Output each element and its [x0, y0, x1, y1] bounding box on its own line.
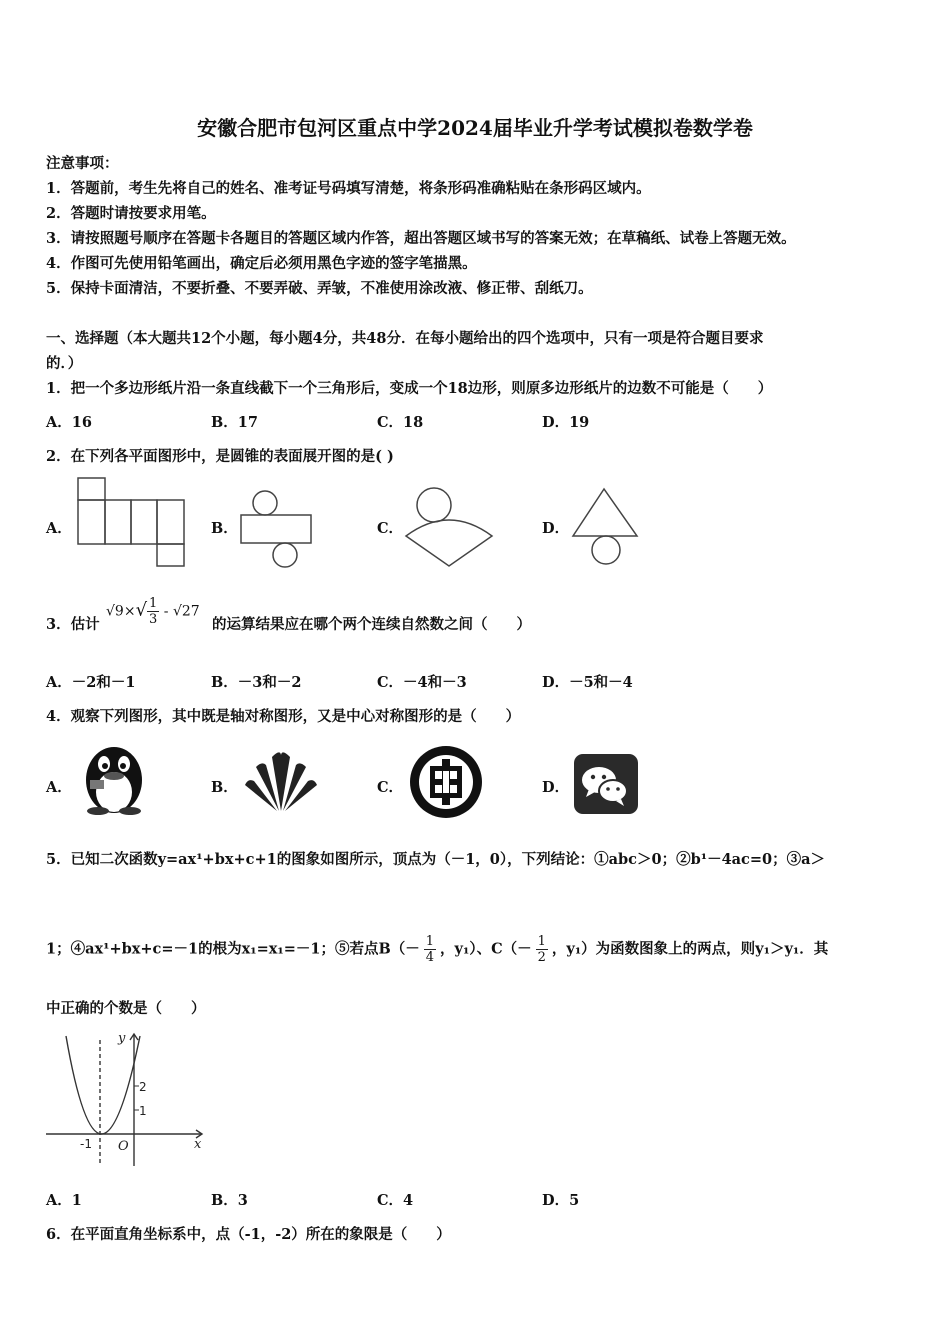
graph-tick-neg1: -1	[80, 1137, 92, 1151]
q4-option-d[interactable]: D．	[542, 779, 570, 796]
notice-heading: 注意事项：	[46, 155, 119, 172]
graph-x-label: x	[194, 1137, 202, 1152]
q2-option-b[interactable]: B．	[211, 520, 238, 537]
q5-stem-line1: 5．已知二次函数y=ax¹+bx+c+1的图象如图所示，顶点为（－1，0），下列结论：①abc＞0；②b¹－4ac=0；③a＞	[46, 851, 826, 868]
section-heading: 一、选择题（本大题共12个小题，每小题4分，共48分．在每小题给出的四个选项中，只有一项是符合题目要求	[46, 330, 764, 347]
graph-tick-1: 1	[139, 1104, 147, 1118]
q3-option-a[interactable]: A．－2和－1	[46, 674, 136, 691]
q3-expression: √9×√ $\frac{1}{3}$ - √27	[106, 596, 200, 627]
q6-stem: 6．在平面直角坐标系中，点（-1，-2）所在的象限是（ ）	[46, 1226, 451, 1243]
huawei-logo-icon	[242, 745, 320, 817]
q5-stem-line3: 中正确的个数是（ ）	[46, 1000, 206, 1017]
q3-minus: -	[163, 603, 169, 620]
cube-net-figure	[76, 476, 188, 570]
q3-times: ×	[123, 603, 136, 620]
q3-prefix: 3．估计	[46, 616, 100, 633]
q4-option-c[interactable]: C．	[377, 779, 404, 796]
cylinder-net-figure	[238, 488, 314, 570]
q3-sqrt27: √27	[172, 603, 200, 620]
notice-item: 3．请按照题号顺序在答题卡各题目的答题区域内作答，超出答题区域书写的答案无效；在草稿纸、试卷上答题无效。	[46, 230, 796, 247]
pyramid-net-figure	[570, 486, 642, 568]
icbc-logo-icon	[406, 742, 486, 822]
q1-option-c[interactable]: C．18	[377, 414, 424, 431]
graph-origin-label: O	[118, 1139, 129, 1154]
q1-option-d[interactable]: D．19	[542, 414, 590, 431]
page-title: 安徽合肥市包河区重点中学2024届毕业升学考试模拟卷数学卷	[197, 116, 753, 140]
q5-fraction-1: $\frac{1}{4}$	[425, 934, 435, 965]
q2-stem: 2．在下列各平面图形中，是圆锥的表面展开图的是( )	[46, 448, 394, 465]
q3-option-b[interactable]: B．－3和－2	[211, 674, 302, 691]
q5-option-d[interactable]: D．5	[542, 1192, 580, 1209]
q2-option-d[interactable]: D．	[542, 520, 570, 537]
q5-option-c[interactable]: C．4	[377, 1192, 414, 1209]
notice-item: 1．答题前，考生先将自己的姓名、准考证号码填写清楚，将条形码准确粘贴在条形码区域内。	[46, 180, 651, 197]
q1-option-b[interactable]: B．17	[211, 414, 258, 431]
q4-option-a[interactable]: A．	[46, 779, 72, 796]
q5-stem-line2: 1；④ax¹+bx+c=－1的根为x₁=x₁=－1；⑤若点B（－ $\frac{1}{4}$ ，y₁）、C（－ $\frac{1}{2}$ ，y₁）为函数图象上的两点，则y₁＞y₁．其	[46, 934, 829, 965]
q3-fraction: $\frac{1}{3}$	[149, 596, 158, 627]
q1-option-a[interactable]: A．16	[46, 414, 92, 431]
q3-suffix: 的运算结果应在哪个两个连续自然数之间（ ）	[212, 616, 531, 633]
wechat-logo-icon	[573, 753, 639, 815]
parabola-graph	[44, 1030, 210, 1170]
q3-option-d[interactable]: D．－5和－4	[542, 674, 633, 691]
q5-option-a[interactable]: A．1	[46, 1192, 82, 1209]
q3-option-c[interactable]: C．－4和－3	[377, 674, 467, 691]
penguin-logo-icon	[76, 740, 152, 816]
q2-option-c[interactable]: C．	[377, 520, 404, 537]
notice-item: 4．作图可先使用铅笔画出，确定后必须用黑色字迹的签字笔描黑。	[46, 255, 477, 272]
cone-net-figure	[403, 486, 495, 570]
graph-y-label: y	[118, 1031, 126, 1046]
notice-item: 5．保持卡面清洁，不要折叠、不要弄破、弄皱，不准使用涂改液、修正带、刮纸刀。	[46, 280, 593, 297]
notice-item: 2．答题时请按要求用笔。	[46, 205, 216, 222]
q2-option-a[interactable]: A．	[46, 520, 72, 537]
q4-stem: 4．观察下列图形，其中既是轴对称图形，又是中心对称图形的是（ ）	[46, 708, 521, 725]
q5-option-b[interactable]: B．3	[211, 1192, 248, 1209]
q5-fraction-2: $\frac{1}{2}$	[537, 934, 546, 965]
q3-sqrt9: √9	[106, 603, 124, 620]
section-heading-cont: 的．）	[46, 355, 83, 372]
graph-tick-2: 2	[139, 1080, 147, 1094]
q1-stem: 1．把一个多边形纸片沿一条直线截下一个三角形后，变成一个18边形，则原多边形纸片的边数不可能是（ ）	[46, 380, 773, 397]
q4-option-b[interactable]: B．	[211, 779, 238, 796]
